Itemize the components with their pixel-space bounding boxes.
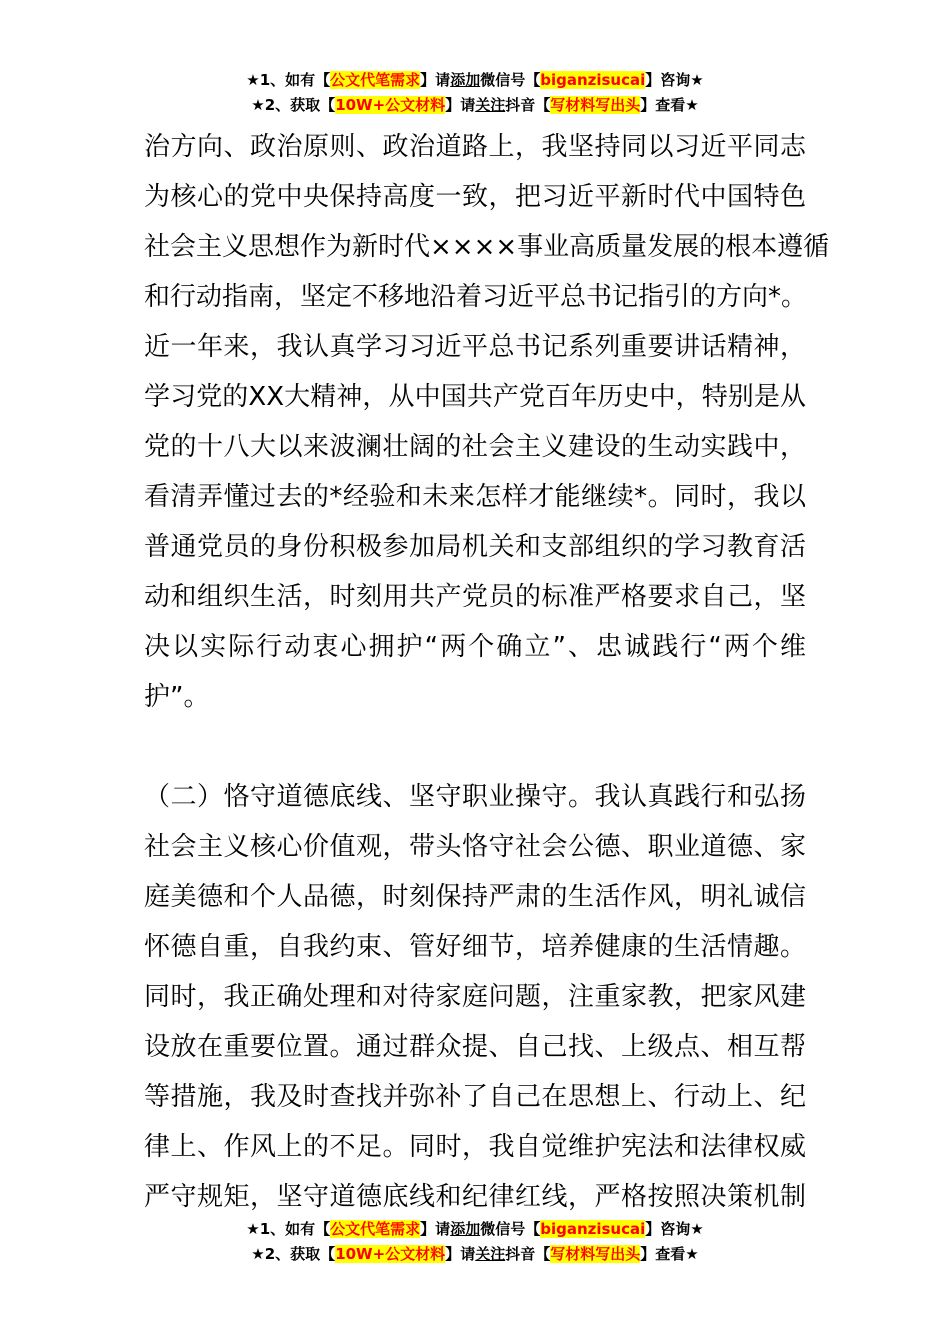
banner-text: 抖音【: [505, 1245, 551, 1263]
banner-text: 微信号【: [480, 71, 541, 89]
banner-text: ★2、获取【: [251, 96, 336, 114]
paragraph-gap: [144, 722, 806, 772]
banner-text: ★1、如有【: [246, 1220, 331, 1238]
banner-text: 】请: [445, 96, 476, 114]
body-line: 护”。: [144, 682, 210, 712]
banner-underlined: 添加: [450, 1220, 481, 1238]
banner-text: 】咨询★: [645, 71, 704, 89]
body-line: 普通党员的身份积极参加局机关和支部组织的学习教育活: [144, 532, 806, 562]
banner-highlight: 10W+公文材料: [335, 1245, 446, 1263]
banner-line-2: [0, 93, 950, 118]
body-line: 看清弄懂过去的*经验和未来怎样才能继续*。同时，我以: [144, 482, 806, 512]
body-line: 为核心的党中央保持高度一致，把习近平新时代中国特色: [144, 182, 806, 212]
body-line: 社会主义核心价值观，带头恪守社会公德、职业道德、家: [144, 832, 806, 862]
banner-text: 】请: [420, 71, 451, 89]
banner-highlight: 10W+公文材料: [335, 96, 446, 114]
body-line: 同时，我正确处理和对待家庭问题，注重家教，把家风建: [144, 982, 806, 1012]
body-line: 律上、作风上的不足。同时，我自觉维护宪法和法律权威: [144, 1132, 806, 1162]
header-banner: [0, 68, 950, 118]
section-heading-line: （二）恪守道德底线、坚守职业操守。我认真践行和弘扬: [144, 782, 806, 812]
banner-text: 】咨询★: [645, 1220, 704, 1238]
banner-highlight: biganzisucai: [540, 71, 646, 89]
document-body: [144, 122, 830, 1222]
banner-highlight: 写材料写出头: [550, 1245, 641, 1263]
body-line: 动和组织生活，时刻用共产党员的标准严格要求自己，坚: [144, 582, 806, 612]
body-line: 和行动指南，坚定不移地沿着习近平总书记指引的方向*。: [144, 282, 808, 312]
banner-line-1: [0, 1217, 950, 1242]
body-line: 决以实际行动衷心拥护“两个确立”、忠诚践行“两个维: [144, 632, 806, 662]
banner-highlight: 公文代笔需求: [330, 1220, 421, 1238]
body-line: 社会主义思想作为新时代××××事业高质量发展的根本遵循: [144, 232, 830, 262]
body-line: 近一年来，我认真学习习近平总书记系列重要讲话精神，: [144, 332, 806, 362]
banner-text: ★2、获取【: [251, 1245, 336, 1263]
footer-banner: [0, 1217, 950, 1267]
body-line: 等措施，我及时查找并弥补了自己在思想上、行动上、纪: [144, 1082, 806, 1112]
banner-text: 】查看★: [640, 96, 699, 114]
banner-highlight: 公文代笔需求: [330, 71, 421, 89]
banner-text: 抖音【: [505, 96, 551, 114]
banner-underlined: 添加: [450, 71, 481, 89]
banner-text: 】查看★: [640, 1245, 699, 1263]
body-line: 党的十八大以来波澜壮阔的社会主义建设的生动实践中，: [144, 432, 806, 462]
banner-highlight: 写材料写出头: [550, 96, 641, 114]
banner-underlined: 关注: [475, 1245, 506, 1263]
banner-line-1: [0, 68, 950, 93]
body-line: 庭美德和个人品德，时刻保持严肃的生活作风，明礼诚信: [144, 882, 806, 912]
banner-text: 】请: [445, 1245, 476, 1263]
banner-underlined: 关注: [475, 96, 506, 114]
banner-text: 微信号【: [480, 1220, 541, 1238]
banner-text: ★1、如有【: [246, 71, 331, 89]
banner-highlight: biganzisucai: [540, 1220, 646, 1238]
banner-line-2: [0, 1242, 950, 1267]
body-line: 治方向、政治原则、政治道路上，我坚持同以习近平同志: [144, 132, 806, 162]
body-line: 严守规矩，坚守道德底线和纪律红线，严格按照决策机制: [144, 1182, 806, 1212]
body-line: 学习党的XX大精神，从中国共产党百年历史中，特别是从: [144, 382, 806, 412]
body-line: 怀德自重，自我约束、管好细节，培养健康的生活情趣。: [144, 932, 806, 962]
body-line: 设放在重要位置。通过群众提、自己找、上级点、相互帮: [144, 1032, 806, 1062]
banner-text: 】请: [420, 1220, 451, 1238]
